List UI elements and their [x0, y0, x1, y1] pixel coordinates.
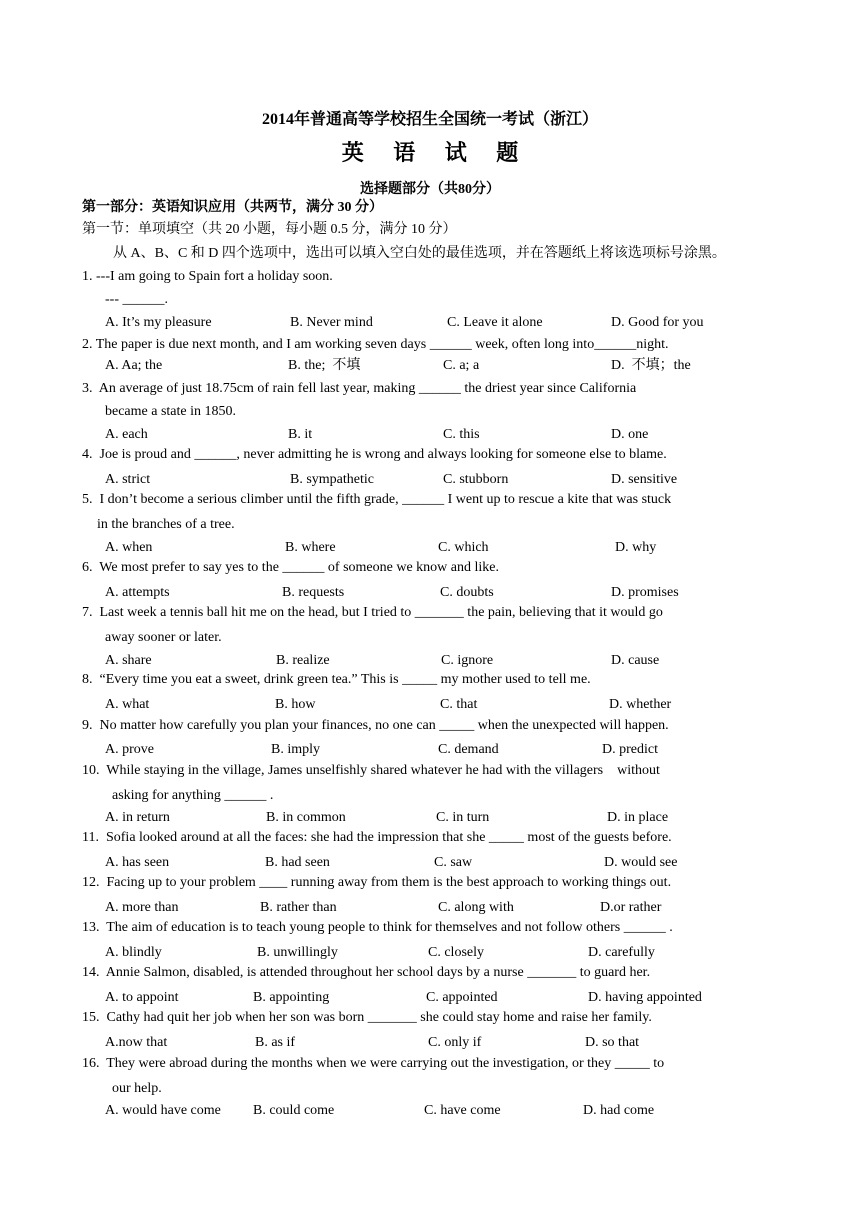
option-d: D. promises [611, 585, 679, 600]
option-c: C. along with [438, 900, 514, 915]
option-d: D. predict [602, 742, 658, 757]
option-b: B. imply [271, 742, 321, 757]
option-b: B. where [285, 540, 336, 555]
question-stem-cont: in the branches of a tree. [97, 517, 235, 532]
part-heading: 第一部分：英语知识应用（共两节，满分 30 分） [82, 200, 383, 215]
instruction-text: 从 A、B、C 和 D 四个选项中，选出可以填入空白处的最佳选项，并在答题纸上将该选项标号涂黑。 [113, 246, 726, 261]
question-stem-cont: asking for anything ______ . [112, 788, 274, 803]
option-a: A. in return [105, 810, 170, 825]
option-a: A. what [105, 697, 150, 712]
option-b: B. rather than [260, 900, 337, 915]
option-c: C. Leave it alone [447, 315, 543, 330]
option-c: C. this [443, 427, 480, 442]
question-stem: 4. Joe is proud and ______, never admitting he is wrong and always looking for someone else to blame. [82, 447, 667, 462]
option-b: B. sympathetic [290, 472, 374, 487]
question-stem: 8. “Every time you eat a sweet, drink green tea.” This is _____ my mother used to tell me. [82, 672, 591, 687]
question-stem: 3. An average of just 18.75cm of rain fell last year, making ______ the driest year since California [82, 381, 637, 396]
option-b: B. Never mind [290, 315, 373, 330]
question-stem: 6. We most prefer to say yes to the ______ of someone we know and like. [82, 560, 499, 575]
option-a: A.now that [105, 1035, 168, 1050]
option-a: A. more than [105, 900, 179, 915]
option-a: A. when [105, 540, 153, 555]
question-stem: 13. The aim of education is to teach young people to think for themselves and not follow others ______ . [82, 920, 673, 935]
option-d: D. would see [604, 855, 678, 870]
option-c: C. appointed [426, 990, 498, 1005]
option-b: B. could come [253, 1103, 335, 1118]
option-c: C. only if [428, 1035, 482, 1050]
question-stem-cont: --- ______. [105, 292, 168, 307]
option-a: A. to appoint [105, 990, 179, 1005]
option-d: D. having appointed [588, 990, 702, 1005]
option-a: A. strict [105, 472, 151, 487]
option-c: C. doubts [440, 585, 494, 600]
question-stem: 14. Annie Salmon, disabled, is attended throughout her school days by a nurse _______ to guard her. [82, 965, 651, 980]
section-subheading: 第一节：单项填空（共 20 小题，每小题 0.5 分，满分 10 分） [82, 222, 457, 237]
option-a: A. would have come [105, 1103, 221, 1118]
option-a: A. Aa; the [105, 358, 163, 373]
option-c: C. closely [428, 945, 484, 960]
question-stem: 10. While staying in the village, James unselfishly shared whatever he had with the villagers without [82, 763, 660, 778]
question-stem: 11. Sofia looked around at all the faces: she had the impression that she _____ most of the guests before. [82, 830, 672, 845]
question-stem-cont: became a state in 1850. [105, 404, 237, 419]
option-d: D. one [611, 427, 649, 442]
option-a: A. blindly [105, 945, 162, 960]
section-title: 选择题部分（共80分） [360, 182, 500, 197]
option-a: A. share [105, 653, 152, 668]
question-stem: 7. Last week a tennis ball hit me on the head, but I tried to _______ the pain, believing that it would go [82, 605, 663, 620]
question-stem: 9. No matter how carefully you plan your finances, no one can _____ when the unexpected will happen. [82, 718, 669, 733]
option-c: C. demand [438, 742, 499, 757]
option-b: B. as if [255, 1035, 296, 1050]
option-c: C. have come [424, 1103, 501, 1118]
option-b: B. how [275, 697, 316, 712]
option-c: C. stubborn [443, 472, 509, 487]
option-b: B. it [288, 427, 313, 442]
option-d: D. 不填；the [611, 358, 691, 373]
option-d: D. had come [583, 1103, 655, 1118]
question-stem: 5. I don’t become a serious climber until the fifth grade, ______ I went up to rescue a kite that was stuck [82, 492, 672, 507]
option-c: C. that [440, 697, 478, 712]
option-b: B. realize [276, 653, 330, 668]
exam-title: 2014年普通高等学校招生全国统一考试（浙江） [261, 111, 598, 128]
question-stem: 1. ---I am going to Spain fort a holiday soon. [82, 269, 333, 284]
question-stem: 2. The paper is due next month, and I am working seven days ______ week, often long into______night. [82, 337, 669, 352]
option-d: D. so that [585, 1035, 640, 1050]
question-stem: 16. They were abroad during the months when we were carrying out the investigation, or they _____ to [82, 1056, 665, 1071]
option-d: D.or rather [600, 900, 662, 915]
question-stem-cont: away sooner or later. [105, 630, 222, 645]
option-d: D. why [615, 540, 657, 555]
option-a: A. prove [105, 742, 154, 757]
option-b: B. requests [282, 585, 345, 600]
option-b: B. appointing [253, 990, 330, 1005]
option-c: C. in turn [436, 810, 490, 825]
option-c: C. ignore [441, 653, 494, 668]
option-d: D. Good for you [611, 315, 704, 330]
option-a: A. attempts [105, 585, 170, 600]
question-stem: 12. Facing up to your problem ____ running away from them is the best approach to working things out. [82, 875, 672, 890]
option-b: B. in common [266, 810, 346, 825]
option-b: B. the; 不填 [288, 358, 361, 373]
option-a: A. has seen [105, 855, 170, 870]
option-d: D. carefully [588, 945, 655, 960]
option-a: A. each [105, 427, 148, 442]
option-d: D. cause [611, 653, 660, 668]
option-c: C. which [438, 540, 489, 555]
question-stem: 15. Cathy had quit her job when her son was born _______ she could stay home and raise her family. [82, 1010, 652, 1025]
option-d: D. in place [607, 810, 669, 825]
option-d: D. sensitive [611, 472, 678, 487]
option-a: A. It’s my pleasure [105, 315, 212, 330]
option-b: B. unwillingly [257, 945, 338, 960]
option-c: C. saw [434, 855, 473, 870]
option-c: C. a; a [443, 358, 480, 373]
question-stem-cont: our help. [112, 1081, 162, 1096]
subject-title: 英 语 试 题 [341, 140, 531, 165]
option-d: D. whether [609, 697, 672, 712]
option-b: B. had seen [265, 855, 330, 870]
